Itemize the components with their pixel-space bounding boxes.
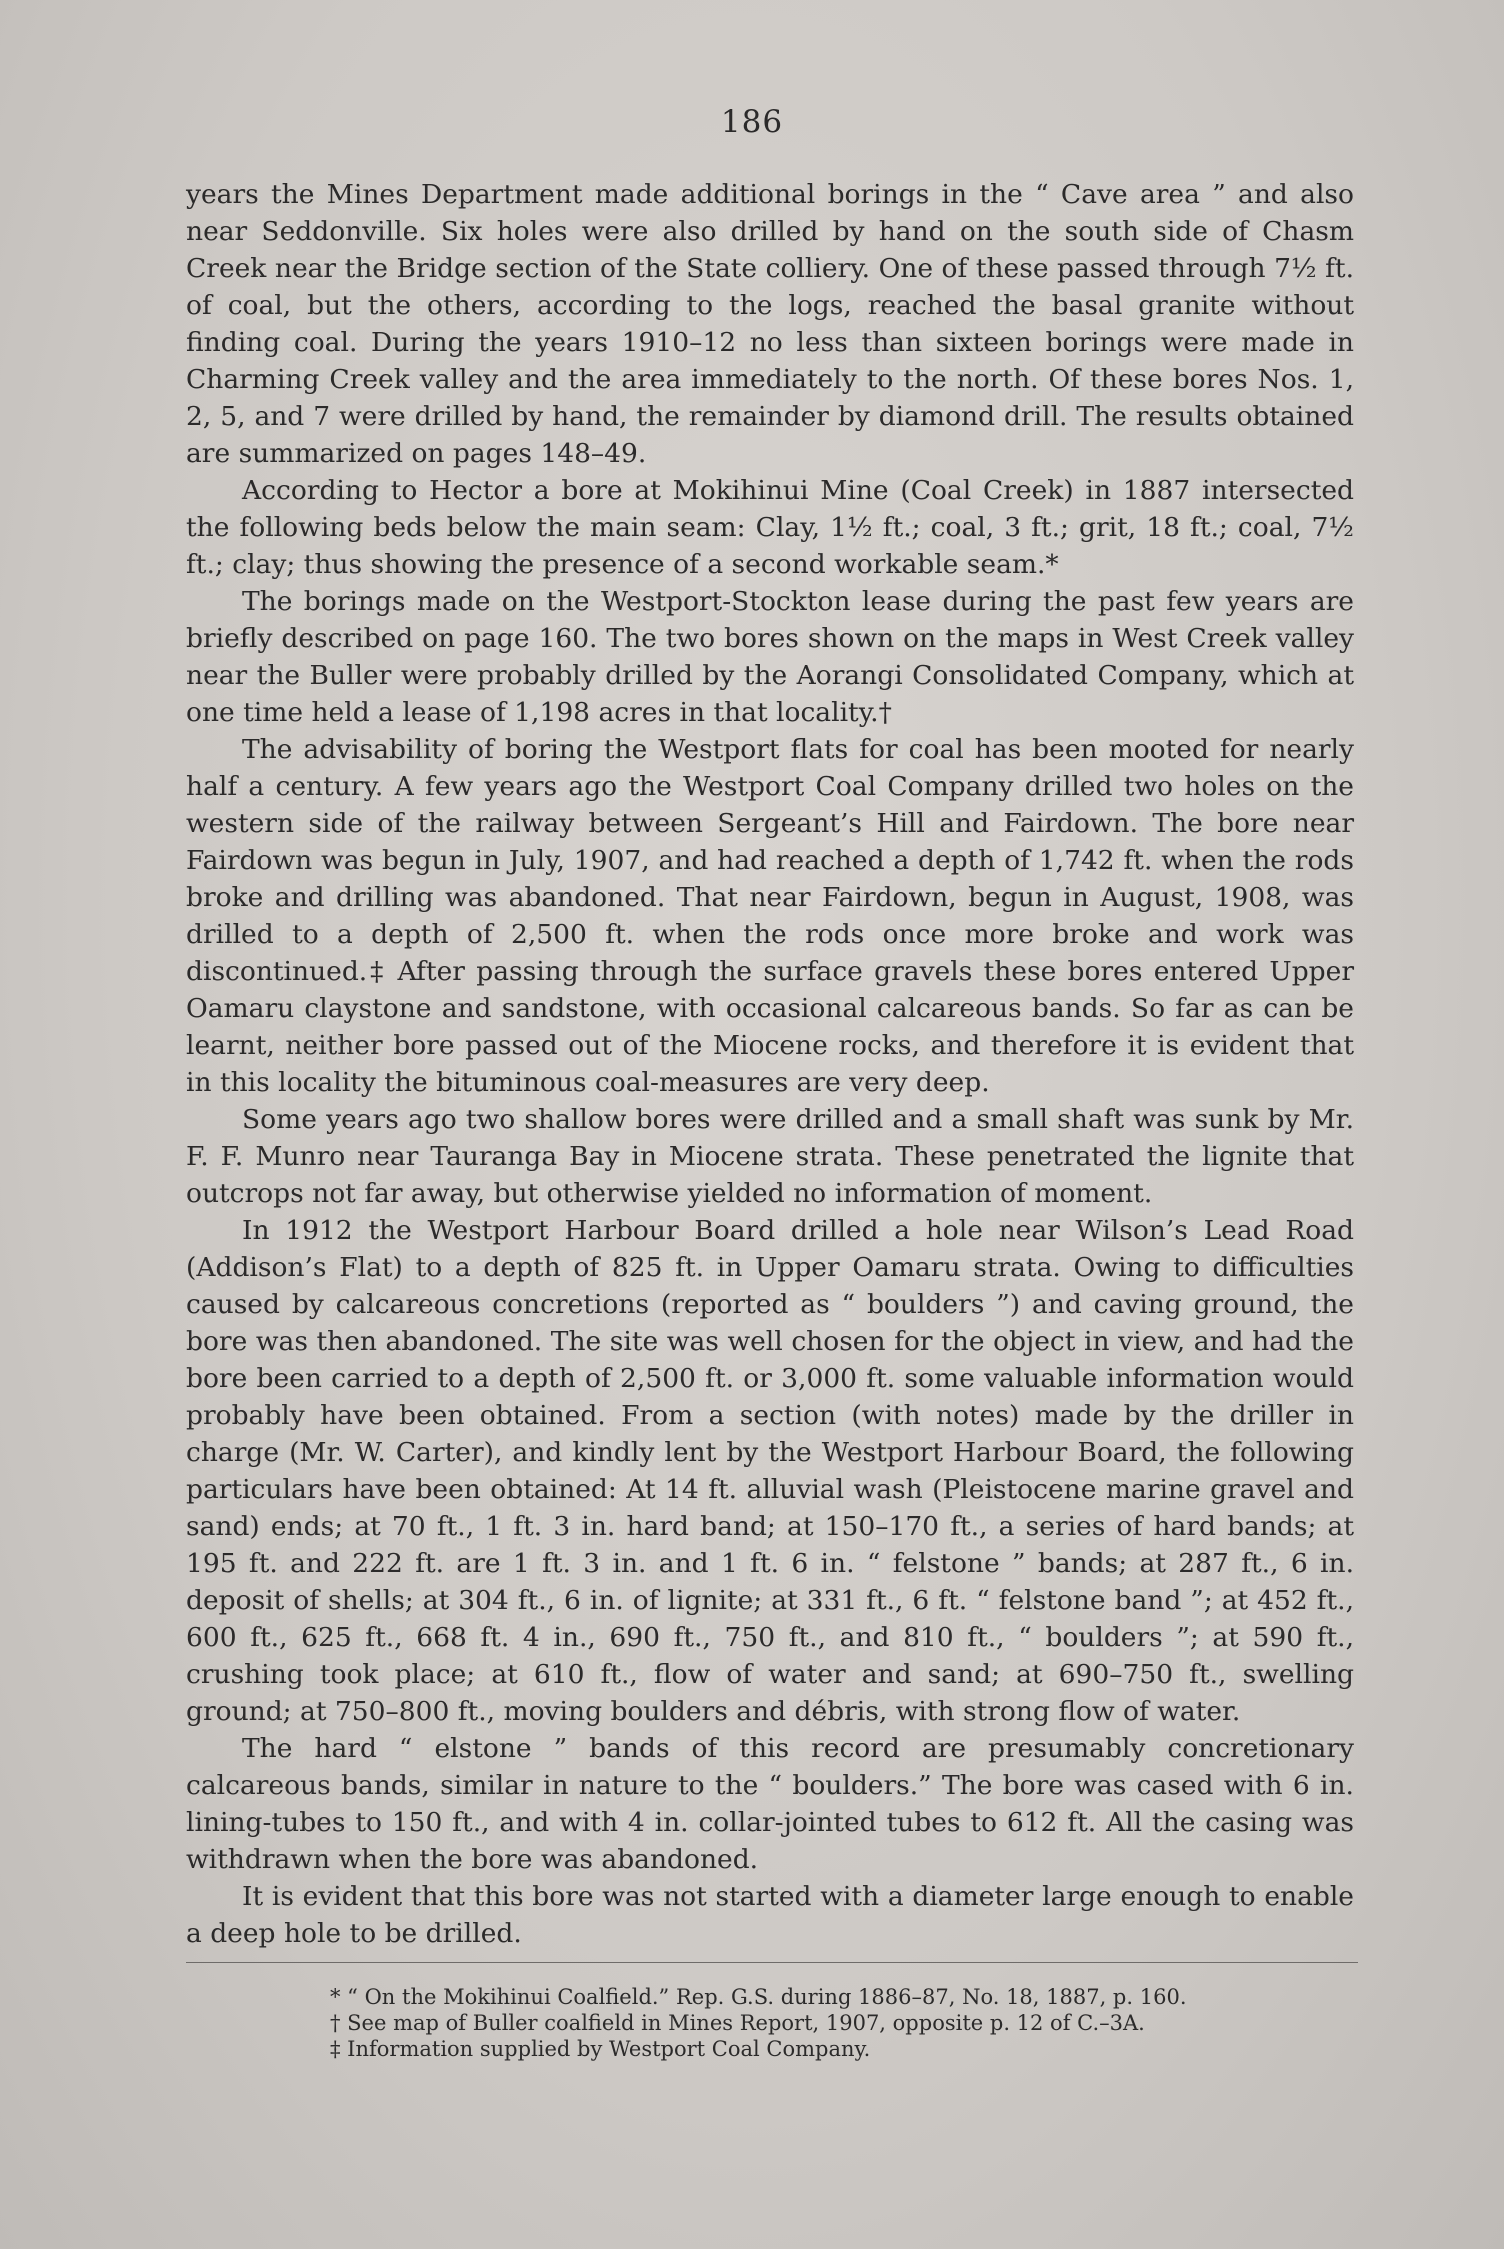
paragraph-westport-flats: The advisability of boring the Westport flats for coal has been mooted for nearly half a century. A few years ago the Westport Coal Company drilled two holes on the western side of the railway between Sergeant’s Hill and Fairdown. The bore near Fairdown was begun in July, 1907, and had reached a depth of 1,742 ft. when the rods broke and drilling was abandoned. That near Fairdown, begun in August, 1908, was drilled to a depth of 2,500 ft. when the rods once more broke and work was discontinued.‡ After passing through the surface gravels these bores entered Upper Oamaru claystone and sandstone, with occasional calcareous bands. So far as can be learnt, neither bore passed out of the Miocene rocks, and therefore it is evident that in this locality the bituminous coal-measures are very deep. [186,734,1354,1098]
footnotes [330,1984,1310,2062]
page-number: 186 [720,104,784,140]
footnote-divider [186,1962,1358,1963]
footnote-dagger: † See map of Buller coalfield in Mines Report, 1907, opposite p. 12 of C.–3A. [330,2011,1145,2035]
paragraph-conclusion: It is evident that this bore was not started with a diameter large enough to enable a deep hole to be drilled. [186,1881,1354,1949]
paragraph-harbour-board-bore: In 1912 the Westport Harbour Board drilled a hole near Wilson’s Lead Road (Addison’s Flat) to a depth of 825 ft. in Upper Oamaru strata. Owing to difficulties caused by calcareous concretions (reported as “ boulders ”) and caving ground, the bore was then abandoned. The site was well chosen for the object in view, and had the bore been carried to a depth of 2,500 ft. or 3,000 ft. some valuable information would probably have been obtained. From a section (with notes) made by the driller in charge (Mr. W. Carter), and kindly lent by the Westport Harbour Board, the following particulars have been obtained: At 14 ft. alluvial wash (Pleistocene marine gravel and sand) ends; at 70 ft., 1 ft. 3 in. hard band; at 150–170 ft., a series of hard bands; at 195 ft. and 222 ft. are 1 ft. 3 in. and 1 ft. 6 in. “ felstone ” bands; at 287 ft., 6 in. deposit of shells; at 304 ft., 6 in. of lignite; at 331 ft., 6 ft. “ felstone band ”; at 452 ft., 600 ft., 625 ft., 668 ft. 4 in., 690 ft., 750 ft., and 810 ft., “ boulders ”; at 590 ft., crushing took place; at 610 ft., flow of water and sand; at 690–750 ft., swelling ground; at 750–800 ft., moving boulders and débris, with strong flow of water. [186,1215,1354,1727]
paragraph-westport-stockton: The borings made on the Westport-Stockton lease during the past few years are briefly described on page 160. The two bores shown on the maps in West Creek valley near the Buller were probably drilled by the Aorangi Consolidated Company, which at one time held a lease of 1,198 acres in that locality.† [186,586,1354,728]
footnote-double-dagger: ‡ Information supplied by Westport Coal Company. [330,2037,871,2061]
paragraph-hector-bore: According to Hector a bore at Mokihinui Mine (Coal Creek) in 1887 intersected the following beds below the main seam: Clay, 1½ ft.; coal, 3 ft.; grit, 18 ft.; coal, 7½ ft.; clay; thus showing the presence of a second workable seam.* [186,475,1354,580]
body-text [186,176,1354,1952]
paragraph-continued: years the Mines Department made additional borings in the “ Cave area ” and also near Seddonville. Six holes were also drilled by hand on the south side of Chasm Creek near the Bridge section of the State colliery. One of these passed through 7½ ft. of coal, but the others, according to the logs, reached the basal granite without finding coal. During the years 1910–12 no less than sixteen borings were made in Charming Creek valley and the area immediately to the north. Of these bores Nos. 1, 2, 5, and 7 were drilled by hand, the remainder by diamond drill. The results obtained are summarized on pages 148–49. [186,179,1354,469]
footnote-asterisk: * “ On the Mokihinui Coalfield.” Rep. G.S. during 1886–87, No. 18, 1887, p. 160. [330,1985,1187,2009]
paragraph-tauranga-bay: Some years ago two shallow bores were drilled and a small shaft was sunk by Mr. F. F. Munro near Tauranga Bay in Miocene strata. These penetrated the lignite that outcrops not far away, but otherwise yielded no information of moment. [186,1104,1354,1209]
paragraph-elstone-bands: The hard “ elstone ” bands of this record are presumably concretionary calcareous bands, similar in nature to the “ boulders.” The bore was cased with 6 in. lining-tubes to 150 ft., and with 4 in. collar-jointed tubes to 612 ft. All the casing was withdrawn when the bore was abandoned. [186,1733,1354,1875]
